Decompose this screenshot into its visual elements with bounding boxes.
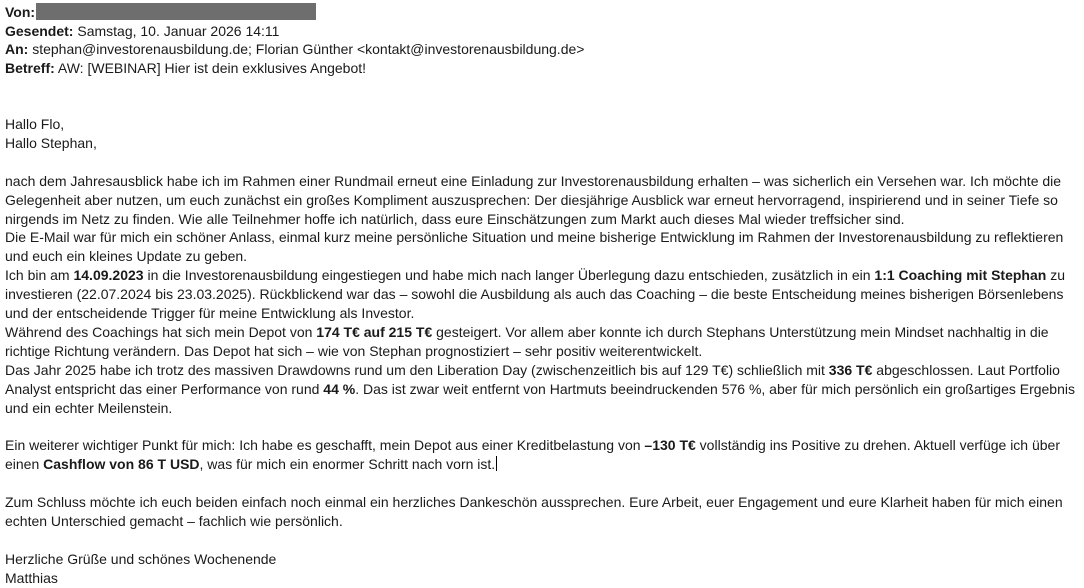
paragraph-5-text-a: Das Jahr 2025 habe ich trotz des massiven Drawdowns rund um den Liberation Day (zwischenzeitlich bis auf 129 T€) schließlich mit [5, 361, 829, 378]
paragraph-3-text-a: Ich bin am [5, 267, 74, 284]
blank-line [5, 153, 1079, 172]
paragraph-6-text-c: vollständig ins Positive zu drehen. Aktuell verfüge ich über einen [5, 437, 1061, 473]
signature: Matthias [5, 569, 58, 586]
paragraph-7: Zum Schluss möchte ich euch beiden einfach noch einmal ein herzliches Dankeschön aussprechen. Eure Arbeit, euer Engagement und eure Klarheit haben für mich einen echten Unterschied gemacht – fachlich wie persönlich. [5, 494, 1063, 529]
performance-value: 44 % [323, 380, 356, 397]
to-row [5, 40, 1079, 59]
paragraph-3-text-e: zu investieren (22.07.2024 bis 23.03.2025). Rückblickend war das – sowohl die Ausbildung als auch das Coaching – die beste Entscheidung meines bisherigen Börsenlebens und der entscheidende Trigger für meine Entwicklung als Investor. [5, 267, 1066, 322]
paragraph-4 [5, 323, 1079, 361]
to-label: An: [5, 41, 29, 58]
email-view [5, 3, 1079, 586]
sent-label: Gesendet: [5, 22, 74, 39]
paragraph-5 [5, 361, 1079, 418]
to-value[interactable]: stephan@investorenausbildung.de; Florian Günther <kontakt@investorenausbildung.de> [32, 41, 585, 58]
paragraph-4-text-c: gesteigert. Vor allem aber konnte ich durch Stephans Unterstützung mein Mindset nachhaltig in die richtige Richtung verändern. Das Depot hat sich – wie von Stephan prognostiziert – sehr positiv weiterentwickelt. [5, 323, 1049, 359]
paragraph-6 [5, 436, 1079, 474]
subject-row [5, 59, 1079, 78]
cashflow-value: Cashflow von 86 T USD [43, 456, 200, 473]
text-cursor [496, 456, 497, 471]
subject-value: AW: [WEBINAR] Hier ist dein exklusives Angebot! [57, 60, 367, 77]
sent-row [5, 22, 1079, 41]
blank-line [5, 531, 1079, 550]
blank-line [5, 474, 1079, 493]
sent-value: Samstag, 10. Januar 2026 14:11 [77, 22, 280, 39]
greeting-line-2: Hallo Stephan, [5, 134, 97, 151]
paragraph-6-text-e: , was für mich ein enormer Schritt nach vorn ist. [199, 456, 496, 473]
message-body[interactable] [5, 115, 1079, 588]
redacted-sender [36, 3, 316, 20]
from-row [5, 3, 1079, 22]
paragraph-5-text-c: abgeschlossen. Laut Portfolio Analyst entspricht das einer Performance von rund [5, 361, 1060, 397]
greeting-line-1: Hallo Flo, [5, 116, 65, 132]
paragraph-5-text-e: . Das ist zwar weit entfernt von Hartmuts beeindruckenden 576 %, aber für mich persönlich ein großartiges Ergebnis und ein echter Meilenstein. [5, 380, 1075, 416]
paragraph-3 [5, 266, 1079, 323]
paragraph-6-text-a: Ein weiterer wichtiger Punkt für mich: Ich habe es geschafft, mein Depot aus einer Kreditbelastung von [5, 437, 645, 454]
start-date: 14.09.2023 [73, 267, 144, 284]
year-end-value: 336 T€ [828, 361, 873, 378]
coaching-highlight: 1:1 Coaching mit Stephan [874, 267, 1047, 284]
paragraph-4-text-a: Während des Coachings hat sich mein Depot von [5, 323, 317, 340]
closing-line: Herzliche Grüße und schönes Wochenende [5, 550, 277, 567]
blank-line [5, 417, 1079, 436]
depot-growth-highlight: 174 T€ auf 215 T€ [316, 323, 433, 340]
credit-value: –130 T€ [644, 437, 696, 454]
subject-label: Betreff: [5, 60, 55, 77]
paragraph-2: Die E-Mail war für mich ein schöner Anlass, einmal kurz meine persönliche Situation und meine bisherige Entwicklung im Rahmen der Investorenausbildung zu reflektieren und euch ein kleines Update zu geben. [5, 229, 1064, 265]
from-label: Von: [5, 4, 36, 20]
paragraph-1: nach dem Jahresausblick habe ich im Rahmen einer Rundmail erneut eine Einladung zur Investorenausbildung erhalten – was sicherlich ein Versehen war. Ich möchte die Gelegenheit aber nutzen, um euch zunächst ein großes Kompliment auszusprechen: Der diesjährige Ausblick war erneut hervorragend, inspirierend und in seiner Tiefe so nirgends im Netz zu finden. Wie alle Teilnehmer hoffe ich natürlich, dass eure Einschätzungen zum Markt auch dieses Mal wieder treffsicher sind. [5, 172, 1062, 227]
paragraph-3-text-c: in die Investorenausbildung eingestiegen und habe mich nach langer Überlegung dazu entschieden, zusätzlich in ein [143, 267, 875, 284]
